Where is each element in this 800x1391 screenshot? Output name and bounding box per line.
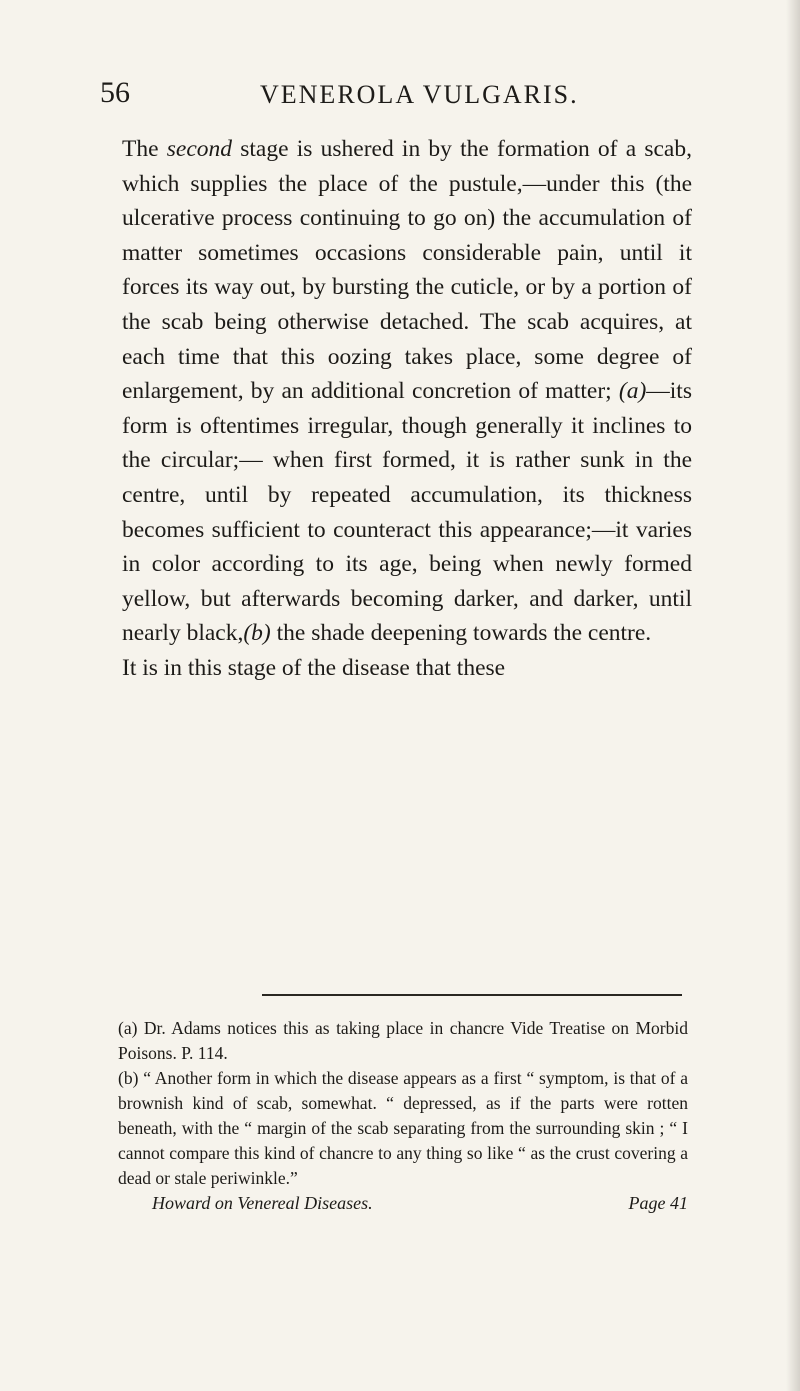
running-head: VENEROLA VULGARIS.	[260, 80, 579, 109]
paragraph-1-part-c: —its form is oftentimes irregular, though generally it inclines to the circular;— when first formed, it is rather sunk in the centre, until by repeated accumulation, its thickness becomes sufficient to counteract this appearance;—it varies in color according to its age, being when newly formed yellow, but afterwards becoming darker, and darker, until nearly black,	[122, 378, 692, 647]
paragraph-1-part-d: the shade deepening towards the centre.	[270, 620, 652, 647]
paragraph-2: It is in this stage of the disease that these	[122, 654, 506, 681]
paragraph-1-part-b: stage is ushered in by the formation of a scab, which supplies the place of the pustule,—under this (the ulcerative process continuing to go on) the accumulation of matter sometimes occasions considerable pain, until it forces its way out, by bursting the cuticle, or by a portion of the scab being otherwise detached. The scab acquires, at each time that this oozing takes place, some degree of enlargement, by an additional concretion of matter;	[122, 136, 692, 405]
footnote-divider	[262, 994, 682, 996]
main-text	[122, 132, 692, 686]
page-edge-shadow	[786, 0, 800, 1391]
page-header	[100, 76, 680, 116]
footnote-a: (a) Dr. Adams notices this as taking place in chancre Vide Treatise on Morbid Poisons. P. 114.	[118, 1018, 688, 1063]
footnote-b-source: Howard on Venereal Diseases.	[152, 1193, 373, 1213]
footnote-b-page: Page 41	[628, 1193, 688, 1213]
footnote-ref-a: (a)	[618, 378, 647, 405]
page-number: 56	[100, 76, 130, 109]
footnotes	[118, 1016, 688, 1216]
footnote-ref-b: (b)	[243, 620, 271, 647]
footnote-b: (b) “ Another form in which the disease appears as a first “ symptom, is that of a brownish kind of scab, somewhat. “ depressed, as if the parts were rotten beneath, with the “ margin of the scab separating from the surrounding skin ; “ I cannot compare this kind of chancre to any thing so like “ as the crust covering a dead or stale periwinkle.”	[118, 1068, 688, 1188]
emphasis-second: second	[166, 136, 233, 162]
paragraph-1	[122, 132, 692, 651]
footnote-b-citation	[118, 1191, 688, 1216]
paragraph-1-part-a: The	[122, 136, 167, 162]
